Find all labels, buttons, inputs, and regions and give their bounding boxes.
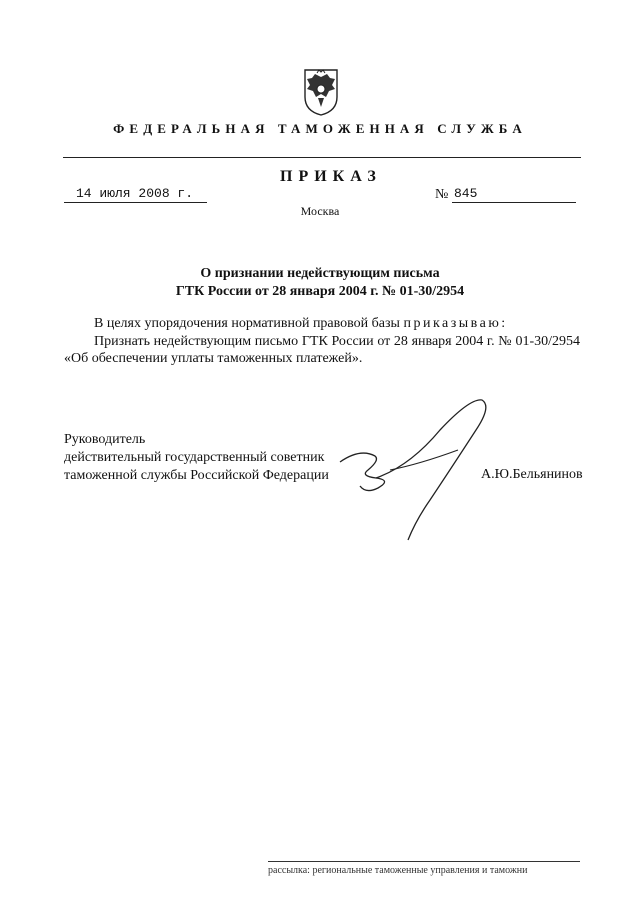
order-number: 845 (452, 185, 576, 203)
distribution-note: рассылка: региональные таможенные управления и таможни (268, 865, 528, 876)
preamble-text: В целях упорядочения нормативной правовой базы (94, 316, 404, 331)
order-paragraph: Признать недействующим письмо ГТК России от 28 января 2004 г. № 01-30/2954 «Об обеспечении уплаты таможенных платежей». (64, 333, 580, 366)
agency-name: ФЕДЕРАЛЬНАЯ ТАМОЖЕННАЯ СЛУЖБА (113, 121, 527, 136)
position-line-2: действительный государственный советник (64, 450, 325, 465)
header-divider (63, 157, 581, 158)
preamble-paragraph (64, 315, 580, 333)
title-line-2: ГТК России от 28 января 2004 г. № 01-30/2954 (175, 284, 465, 299)
signer-name: А.Ю.Бельянинов (481, 467, 583, 482)
coat-of-arms-icon (301, 67, 341, 117)
order-date: 14 июля 2008 г. (64, 185, 207, 203)
order-number-label: № (435, 187, 449, 202)
document-type: ПРИКАЗ (280, 168, 382, 185)
footer-divider (268, 861, 580, 862)
order-title (0, 265, 640, 301)
title-line-1: О признании недействующим письма (200, 266, 440, 281)
position-line-1: Руководитель (64, 432, 146, 447)
order-body (64, 315, 580, 368)
order-city: Москва (300, 204, 340, 218)
order-keyword: приказываю: (403, 316, 508, 331)
position-line-3: таможенной службы Российской Федерации (64, 468, 329, 483)
signatory-position (64, 431, 329, 485)
